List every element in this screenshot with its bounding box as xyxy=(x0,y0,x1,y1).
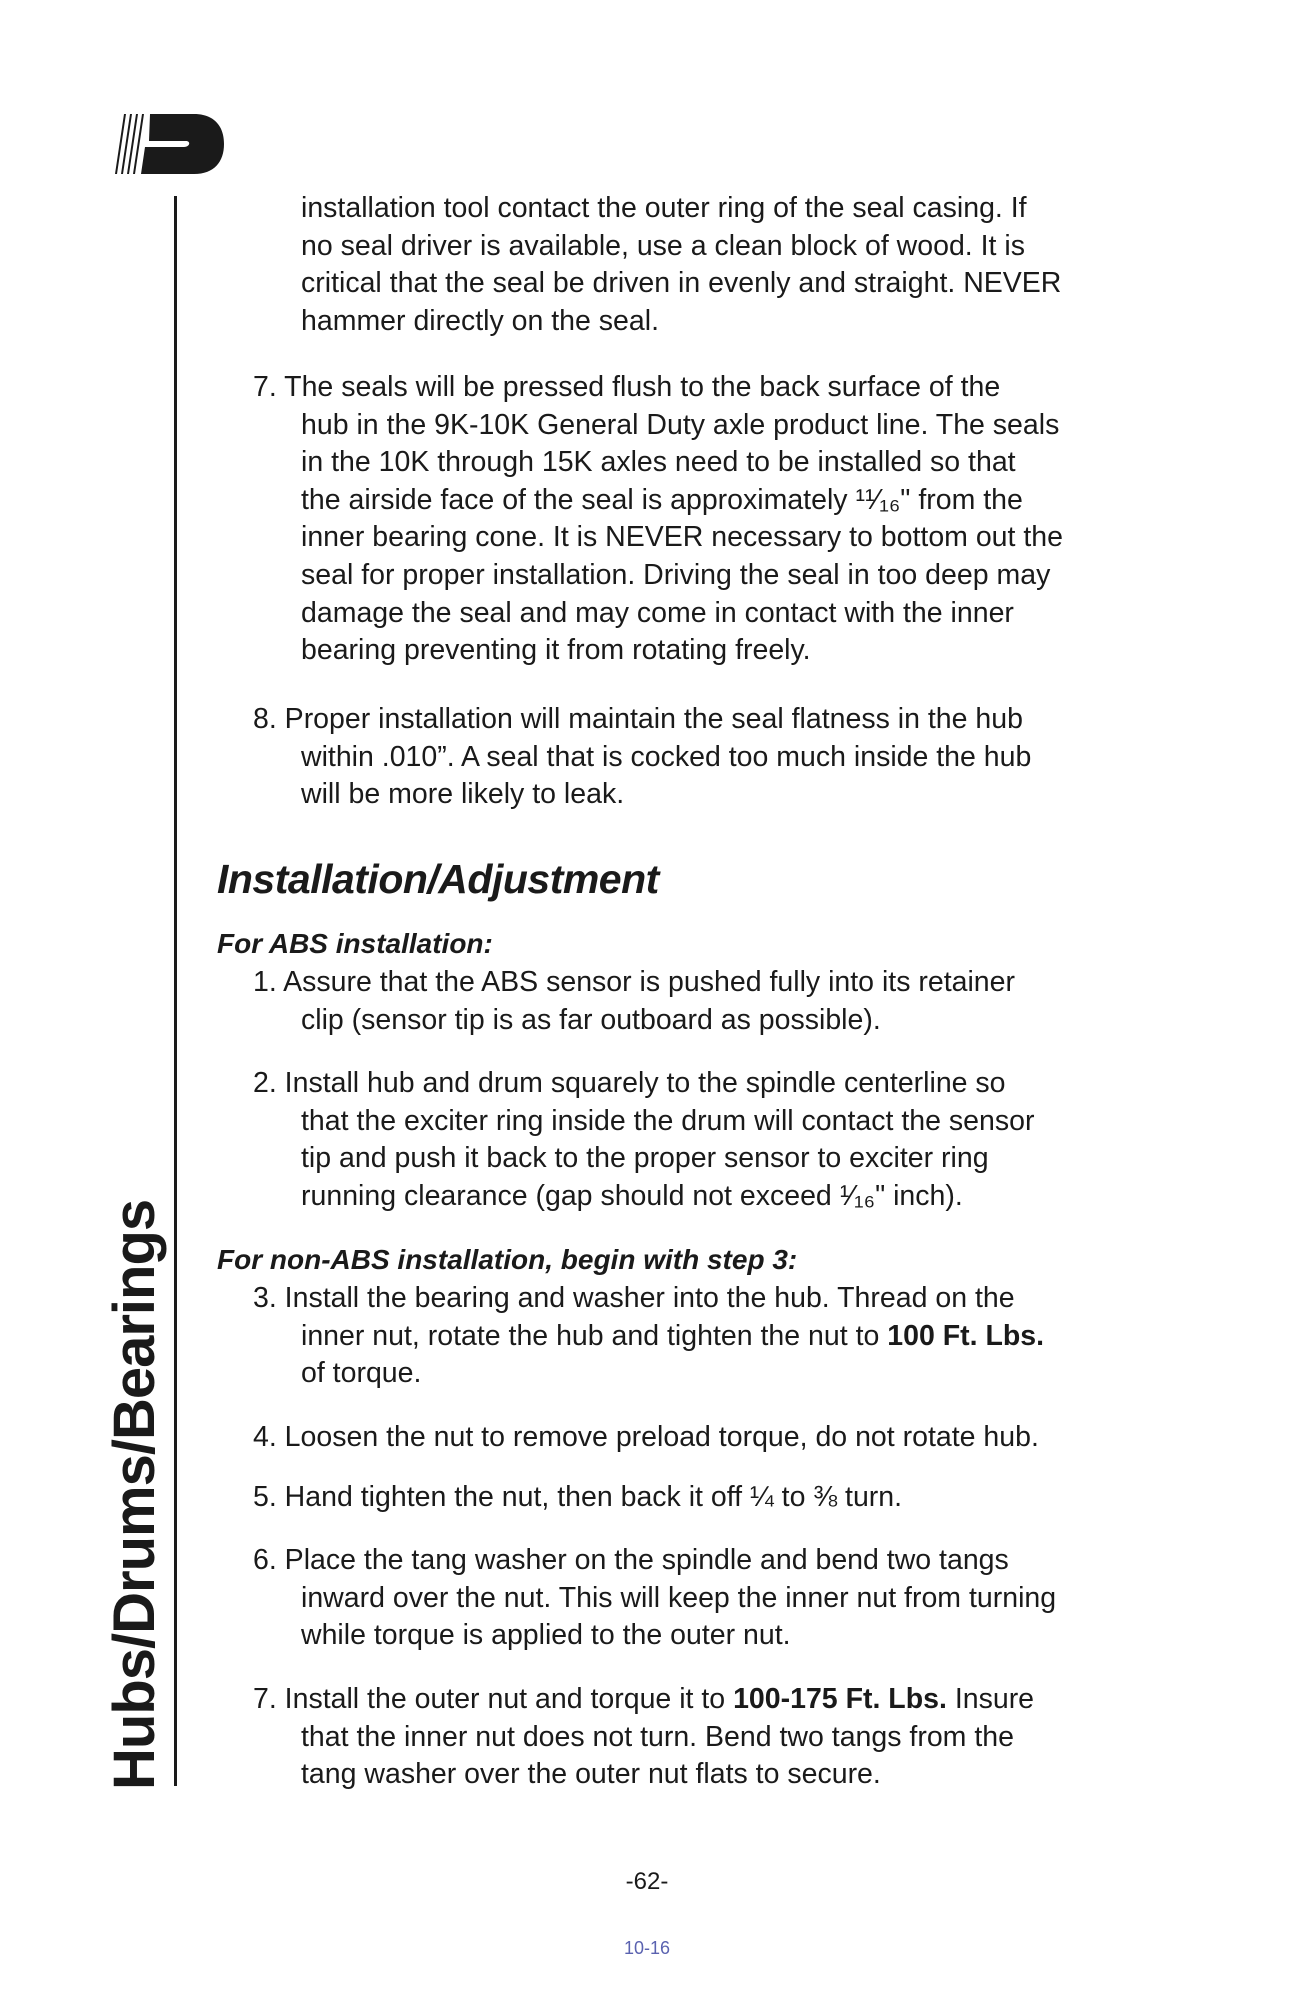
list-item-step-1 xyxy=(253,964,1015,1039)
list-item-step-4 xyxy=(253,1419,1039,1457)
list-item-step-7-outer-nut xyxy=(253,1681,1034,1794)
text-line: critical that the seal be driven in evenly and straight. NEVER xyxy=(301,267,1062,300)
text-line: will be more likely to leak. xyxy=(301,778,625,811)
text-segment: inner nut, rotate the hub and tighten the nut to xyxy=(301,1319,888,1352)
text-line: tip and push it back to the proper sensor to exciter ring xyxy=(301,1142,989,1175)
page-number: -62- xyxy=(625,1868,669,1895)
list-item-step-5 xyxy=(253,1479,902,1517)
text-line: inward over the nut. This will keep the inner nut from turning xyxy=(301,1581,1057,1614)
text-line: that the exciter ring inside the drum will contact the sensor xyxy=(301,1104,1035,1137)
section-side-title: Hubs/Drums/Bearings xyxy=(102,1199,167,1790)
text-line: damage the seal and may come in contact with the inner xyxy=(301,596,1014,629)
text-line: hub in the 9K-10K General Duty axle product line. The seals xyxy=(301,408,1060,441)
text-line: 6. Place the tang washer on the spindle and bend two tangs xyxy=(253,1544,1009,1576)
text-line: 3. Install the bearing and washer into the hub. Thread on the xyxy=(253,1282,1015,1314)
text-line: while torque is applied to the outer nut. xyxy=(301,1619,791,1652)
section-heading: Installation/Adjustment xyxy=(217,856,659,902)
list-item-step-8-seals xyxy=(253,701,1031,814)
bold-torque-value: 100 Ft. Lbs. xyxy=(887,1319,1045,1352)
text-line: clip (sensor tip is as far outboard as possible). xyxy=(301,1003,881,1036)
text-line: 7. The seals will be pressed flush to the back surface of the xyxy=(253,371,1001,403)
text-line: 4. Loosen the nut to remove preload torque, do not rotate hub. xyxy=(253,1421,1039,1453)
text-line: 2. Install hub and drum squarely to the spindle centerline so xyxy=(253,1067,1006,1099)
text-line: inner bearing cone. It is NEVER necessary to bottom out the xyxy=(301,521,1063,554)
text-line: in the 10K through 15K axles need to be installed so that xyxy=(301,446,1016,479)
list-item-step-7-seals xyxy=(253,369,1063,670)
bold-torque-value: 100-175 Ft. Lbs. xyxy=(733,1683,947,1715)
subheading-non-abs: For non-ABS installation, begin with step 3: xyxy=(217,1244,798,1275)
text-line: running clearance (gap should not exceed ¹⁄₁₆" inch). xyxy=(301,1179,963,1212)
text-line: that the inner nut does not turn. Bend two tangs from the xyxy=(301,1720,1014,1753)
text-line: 5. Hand tighten the nut, then back it off ¼ to ⅜ turn. xyxy=(253,1481,903,1513)
text-line: the airside face of the seal is approximately ¹¹⁄₁₆" from the xyxy=(301,483,1023,516)
company-logo xyxy=(114,114,224,176)
text-line: of torque. xyxy=(301,1357,422,1390)
text-segment: 7. Install the outer nut and torque it to xyxy=(253,1683,734,1715)
text-line: installation tool contact the outer ring of the seal casing. If xyxy=(301,192,1027,224)
text-line: tang washer over the outer nut flats to secure. xyxy=(301,1758,881,1791)
text-line: bearing preventing it from rotating freely. xyxy=(301,634,811,667)
vertical-divider xyxy=(174,196,177,1786)
text-line: 1. Assure that the ABS sensor is pushed fully into its retainer xyxy=(253,966,1015,998)
text-line: seal for proper installation. Driving the seal in too deep may xyxy=(301,558,1051,591)
text-line xyxy=(253,1318,1044,1356)
revision-code: 10-16 xyxy=(623,1938,671,1958)
text-segment: Insure xyxy=(946,1683,1035,1715)
text-line: hammer directly on the seal. xyxy=(301,304,659,337)
text-line: within .010”. A seal that is cocked too much inside the hub xyxy=(301,740,1032,773)
subheading-abs: For ABS installation: xyxy=(217,928,493,959)
text-line xyxy=(253,1681,1034,1719)
list-item-step-2 xyxy=(253,1065,1034,1215)
text-line: 8. Proper installation will maintain the seal flatness in the hub xyxy=(253,703,1023,735)
paragraph-continuation xyxy=(253,190,1061,340)
text-line: no seal driver is available, use a clean block of wood. It is xyxy=(301,229,1025,262)
list-item-step-6 xyxy=(253,1542,1056,1655)
list-item-step-3 xyxy=(253,1280,1044,1393)
